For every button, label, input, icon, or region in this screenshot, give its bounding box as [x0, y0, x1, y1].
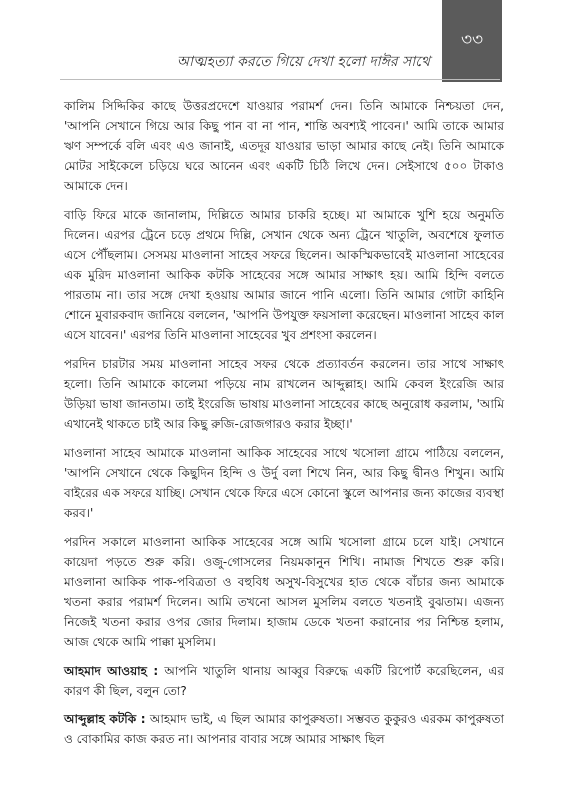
paragraph: কালিম সিদ্দিকির কাছে উত্তরপ্রদেশে যাওয়ার পরামর্শ দেন। তিনি আমাকে নিশ্চয়তা দেন, 'আপনি সেখানে গিয়ে আর কিছু পান বা না পান, শান্তি অবশ্যই পাবেন।' আমি তাকে আমার ঋণ সম্পর্কে বলি এবং এও জানাই, এতদূর যাওয়ার ভাড়া আমার কাছে নেই। তিনি আমাকে মোটর সাইকেলে চড়িয়ে ঘরে আনেন এবং একটি চিঠি লিখে দেন। সেইসাথে ৫০০ টাকাও আমাকে দেন। [64, 99, 504, 193]
header-divider [60, 79, 500, 80]
running-header-title: আত্মহত্যা করতে গিয়ে দেখা হলো দাঈর সাথে [176, 54, 430, 70]
speaker-name: আব্দুল্লাহ কটকি : [64, 712, 146, 726]
speaker-name: আহমাদ আওয়াহ : [64, 664, 159, 678]
dialogue-text: আপনি খাতুলি থানায় আব্বুর বিরুদ্ধে একটি রিপোর্ট করেছিলেন, এর কারণ কী ছিল, বলুন তো? [64, 664, 504, 698]
paragraph: মাওলানা সাহেব আমাকে মাওলানা আকিক সাহেবের সাথে খসোলা গ্রামে পাঠিয়ে বললেন, 'আপনি সেখানে থেকে কিছুদিন হিন্দি ও উর্দু বলা শিখে নিন, আর কিছু দ্বীনও শিখুন। আমি বাইরের এক সফরে যাচ্ছি। সেখান থেকে ফিরে এসে কোনো স্কুলে আপনার জন্য কাজের ব্যবস্থা করব।' [64, 446, 504, 520]
dialogue-entry [64, 661, 504, 701]
dialogue-entry [64, 709, 504, 749]
paragraph: বাড়ি ফিরে মাকে জানালাম, দিল্লিতে আমার চাকরি হচ্ছে। মা আমাকে খুশি হয়ে অনুমতি দিলেন। এরপর ট্রেনে চড়ে প্রথমে দিল্লি, সেখান থেকে অন্য ট্রেনে খাতুলি, অবশেষে ফুলাত এসে পৌঁছলাম। সেসময় মাওলানা সাহেব সফরে ছিলেন। আকস্মিকভাবেই মাওলানা সাহেবের এক মুরিদ মাওলানা আকিক কটকি সাহেবের সঙ্গে আমার সাক্ষাৎ হয়। আমি হিন্দি বলতে পারতাম না। তার সঙ্গে দেখা হওয়ায় আমার জানে পানি এলো। তিনি আমার গোটা কাহিনি শোনে মুবারকবাদ জানিয়ে বললেন, 'আপনি উপযুক্ত ফয়সালা করেছেন। মাওলানা সাহেব কাল এসে যাবেন।' এরপর তিনি মাওলানা সাহেবের খুব প্রশংসা করলেন। [64, 208, 504, 342]
page-body [64, 96, 504, 757]
dialogue-text: আহমাদ ভাই, এ ছিল আমার কাপুরুষতা। সম্ভবত কুকুরও এরকম কাপুরুষতা ও বোকামির কাজ করত না। আপনার বাবার সঙ্গে আমার সাক্ষাৎ ছিল [64, 712, 504, 746]
page-number: ৩৩ [460, 30, 484, 50]
paragraph: পরদিন সকালে মাওলানা আকিক সাহেবের সঙ্গে আমি খসোলা গ্রামে চলে যাই। সেখানে কায়েদা পড়তে শুরু করি। ওজু-গোসলের নিয়মকানুন শিখি। নামাজ শিখতে শুরু করি। মাওলানা আকিক পাক-পবিত্রতা ও বহুবিধ অসুখ-বিসুখের হাত থেকে বাঁচার জন্য আমাকে খতনা করার পরামর্শ দিলেন। আমি তখনো আসল মুসলিম বলতে খতনাই বুঝতাম। এজন্য নিজেই খতনা করার ওপর জোর দিলাম। হাজাম ডেকে খতনা করানোর পর নিশ্চিন্ত হলাম, আজ থেকে আমি পাক্কা মুসলিম। [64, 535, 504, 649]
page-number-tab [442, 0, 502, 82]
paragraph: পরদিন চারটার সময় মাওলানা সাহেব সফর থেকে প্রত্যাবর্তন করলেন। তার সাথে সাক্ষাৎ হলো। তিনি আমাকে কালেমা পড়িয়ে নাম রাখলেন আব্দুল্লাহ। আমি কেবল ইংরেজি আর উড়িয়া ভাষা জানতাম। তাই ইংরেজি ভাষায় মাওলানা সাহেবের কাছে অনুরোধ করলাম, 'আমি এখানেই থাকতে চাই আর কিছু রুজি-রোজগারও করার ইচ্ছা।' [64, 357, 504, 431]
